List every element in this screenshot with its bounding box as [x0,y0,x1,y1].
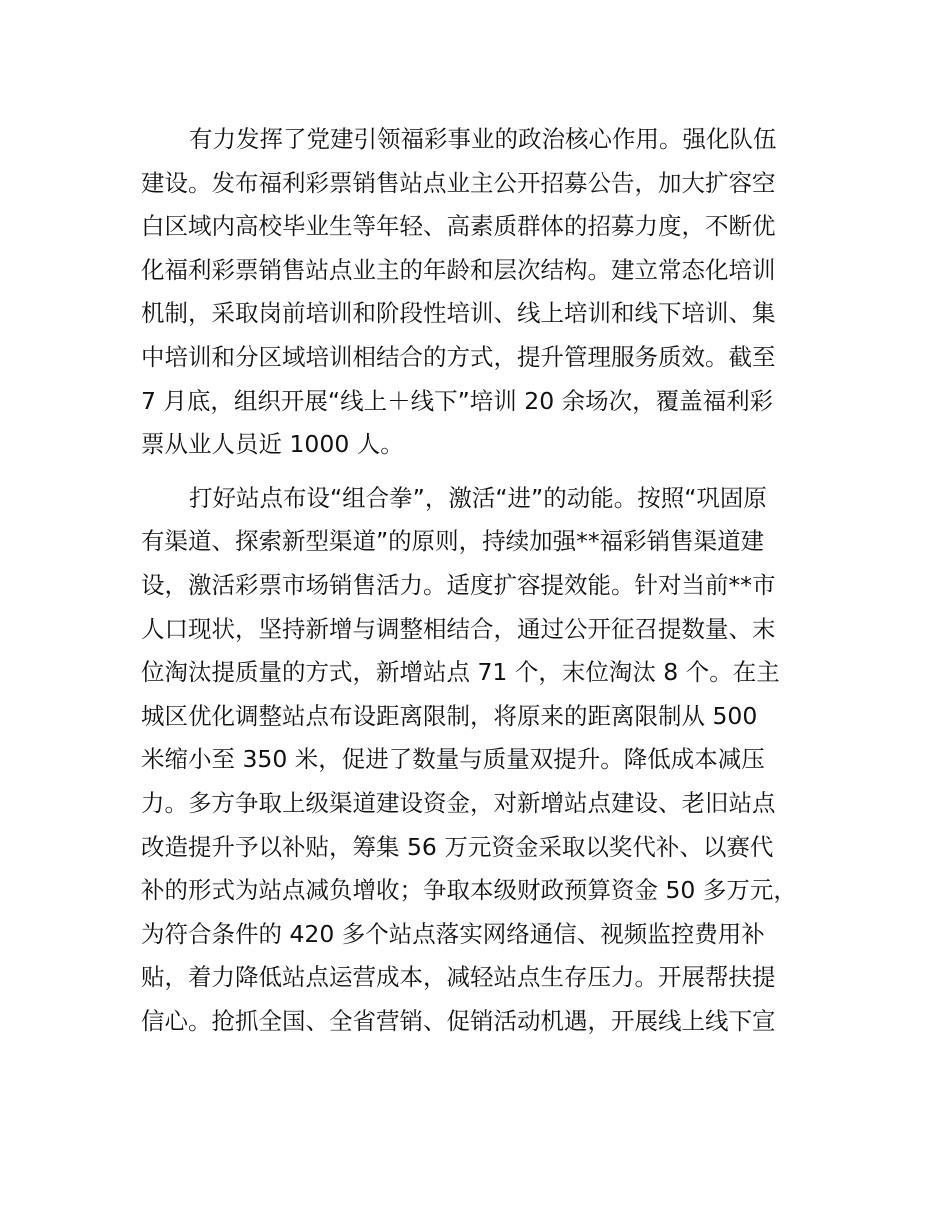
text-line: 人口现状，坚持新增与调整相结合，通过公开征召提数量、末 [141,614,776,643]
paragraph-1 [141,118,841,467]
text-line: 城区优化调整站点布设距离限制，将原来的距离限制从 500 [141,701,758,730]
text-line: 补的形式为站点减负增收；争取本级财政预算资金 50 多万元， [141,876,797,905]
text-line: 7 月底，组织开展“线上＋线下”培训 20 余场次，覆盖福利彩 [141,386,774,415]
text-line: 有渠道、探索新型渠道”的原则，持续加强**福彩销售渠道建 [141,527,765,556]
text-line: 打好站点布设“组合拳”，激活“进”的动能。按照“巩固原 [189,483,767,512]
text-line: 为符合条件的 420 多个站点落实网络通信、视频监控费用补 [141,919,765,948]
text-line: 改造提升予以补贴，筹集 56 万元资金采取以奖代补、以赛代 [141,832,774,861]
text-line: 建设。发布福利彩票销售站点业主公开招募公告，加大扩容空 [141,168,776,197]
text-line: 机制，采取岗前培训和阶段性培训、线上培训和线下培训、集 [141,299,776,328]
text-line: 票从业人员近 1000 人。 [141,430,404,459]
text-line: 力。多方争取上级渠道建设资金，对新增站点建设、老旧站点 [141,788,776,817]
text-line: 有力发挥了党建引领福彩事业的政治核心作用。强化队伍 [189,125,777,153]
paragraph-2 [141,477,841,1044]
text-line: 信心。抢抓全国、全省营销、促销活动机遇，开展线上线下宣 [141,1006,776,1035]
text-line: 设，激活彩票市场销售活力。适度扩容提效能。针对当前**市 [141,570,776,599]
body-text [141,118,841,1043]
text-line: 米缩小至 350 米，促进了数量与质量双提升。降低成本减压 [141,745,765,774]
text-line: 中培训和分区域培训相结合的方式，提升管理服务质效。截至 [141,342,776,371]
text-line: 白区域内高校毕业生等年轻、高素质群体的招募力度，不断优 [141,212,776,241]
text-line: 位淘汰提质量的方式，新增站点 71 个，末位淘汰 8 个。在主 [141,658,780,687]
text-line: 化福利彩票销售站点业主的年龄和层次结构。建立常态化培训 [141,255,776,284]
text-line: 贴，着力降低站点运营成本，减轻站点生存压力。开展帮扶提 [141,963,776,992]
paragraph-spacer [141,467,841,477]
